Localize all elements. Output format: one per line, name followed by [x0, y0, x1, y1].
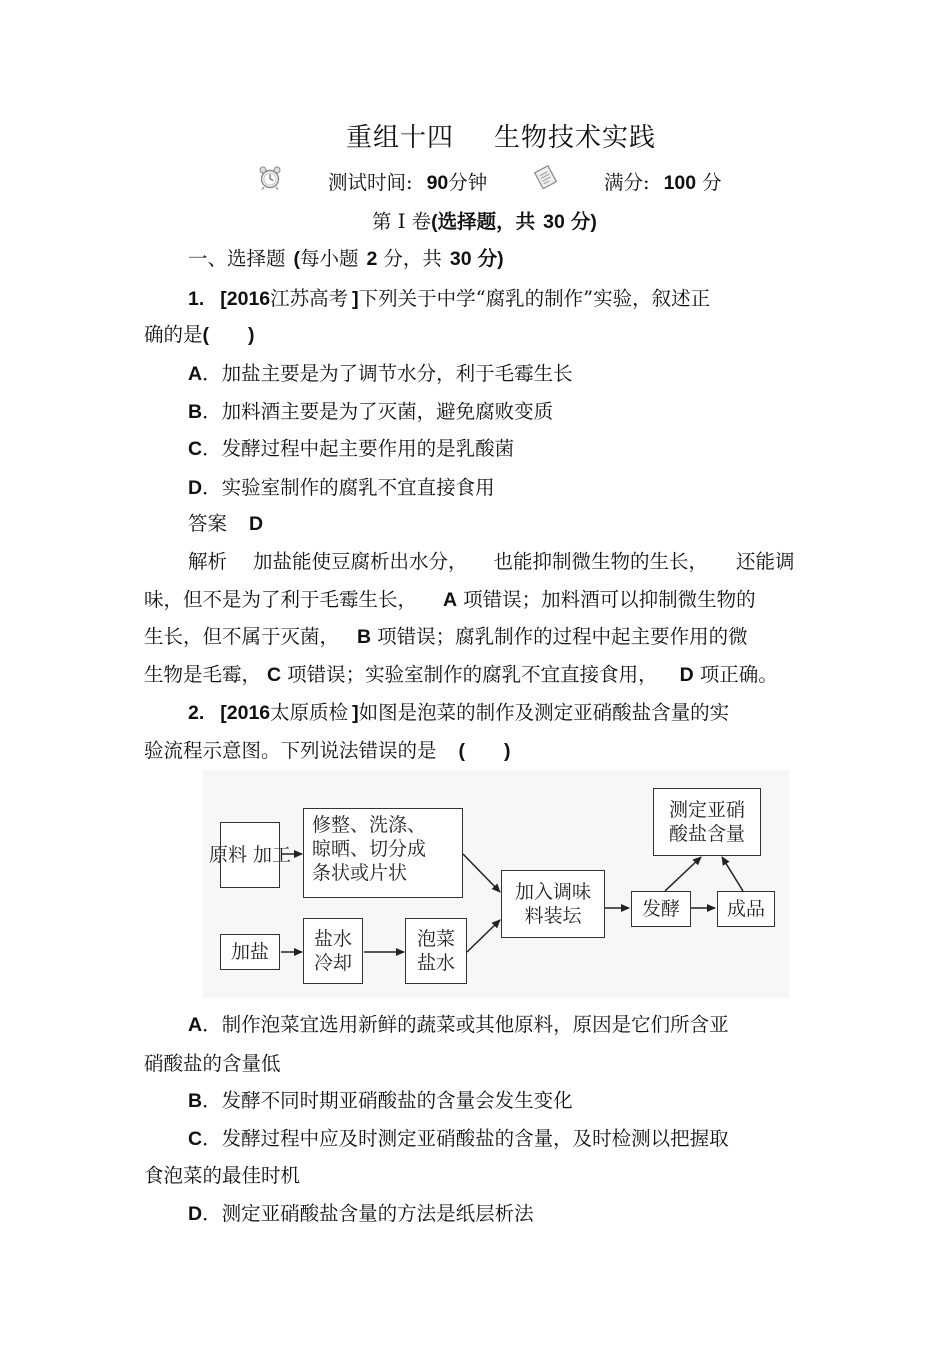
q2-stem: 如图是泡菜的制作及测定亚硝酸盐含量的实 [358, 701, 730, 724]
option-text: ．发酵不同时期亚硝酸盐的含量会发生变化 [202, 1089, 573, 1112]
q1-analysis-line4 [144, 663, 778, 687]
q2-blank: ( ) [458, 740, 511, 762]
analysis-text: 项正确。 [699, 663, 778, 686]
analysis-option-ref: A [443, 589, 458, 611]
time-unit: 分钟 [448, 171, 488, 194]
option-text-cont: 硝酸盐的含量低 [144, 1052, 281, 1075]
analysis-text: 也能抑制微生物的生长， [493, 550, 709, 573]
q2-stem-end: 验流程示意图。下列说法错误的是 [144, 739, 437, 762]
alarm-clock-icon [258, 164, 282, 190]
title-part-1: 重组十四 [346, 123, 455, 153]
q2-option-b [188, 1089, 573, 1113]
score-unit: 分 [702, 171, 722, 194]
title-part-2: 生物技术实践 [494, 123, 657, 153]
analysis-text: 项错误；加料酒可以抑制微生物的 [463, 588, 756, 611]
option-key: A [188, 1014, 203, 1036]
box-product: 成品 [717, 891, 775, 927]
option-text: ．加料酒主要是为了灭菌，避免腐败变质 [202, 400, 554, 423]
option-key: B [188, 401, 203, 423]
analysis-option-ref: B [357, 626, 372, 648]
analysis-text: 项错误；实验室制作的腐乳不宜直接食用， [287, 663, 658, 686]
section-item-score: 2 [366, 248, 378, 270]
analysis-text: 生物是毛霉， [144, 663, 262, 686]
option-text-cont: 食泡菜的最佳时机 [144, 1164, 301, 1187]
q2-option-c [188, 1127, 729, 1151]
q2-option-a-cont [144, 1052, 281, 1076]
part-unit: 分) [570, 211, 597, 233]
section-heading [188, 247, 504, 271]
analysis-label: 解析 [188, 550, 228, 573]
q1-analysis-line1 [188, 550, 795, 574]
q2-source-close: ] [352, 702, 359, 724]
section-total: 30 [449, 248, 472, 270]
part-score: 30 [543, 211, 565, 233]
q2-stem-line2 [144, 739, 511, 763]
exam-time [328, 171, 487, 195]
q2-option-a [188, 1013, 729, 1037]
q1-stem-line1 [188, 287, 710, 311]
exam-score [604, 171, 722, 195]
q2-number: 2. [188, 702, 205, 724]
q1-analysis-line2 [144, 588, 756, 612]
option-key: B [188, 1090, 203, 1112]
score-label: 满分: [604, 171, 650, 194]
analysis-option-ref: C [267, 664, 282, 686]
answer-value: D [249, 513, 264, 535]
option-key: D [188, 477, 203, 499]
q2-option-d [188, 1202, 534, 1226]
analysis-text: 味，但不是为了利于毛霉生长， [144, 588, 418, 611]
time-value: 90 [426, 172, 449, 194]
score-value: 100 [663, 172, 697, 194]
q1-source-close: ] [352, 288, 359, 310]
box-measure-nitrite: 测定亚硝 酸盐含量 [653, 788, 761, 856]
analysis-option-ref: D [679, 664, 694, 686]
option-text: ．实验室制作的腐乳不宜直接食用 [202, 476, 495, 499]
option-key: C [188, 1128, 203, 1150]
q1-stem-line2 [144, 323, 255, 347]
section-paren-close: 分) [477, 248, 504, 270]
analysis-text: 还能调 [736, 550, 795, 573]
box-add-salt: 加盐 [220, 934, 280, 970]
box-raw-material: 原料 加工 [220, 822, 280, 888]
part-number: 第 Ⅰ 卷 [372, 210, 432, 233]
section-title: 一、选择题 [188, 247, 286, 270]
paper-icon [533, 165, 559, 189]
flow-diagram [203, 770, 789, 998]
page-title [346, 117, 656, 154]
q2-source-year: [2016 [220, 702, 271, 724]
option-text: ．发酵过程中起主要作用的是乳酸菌 [202, 437, 515, 460]
answer-label: 答案 [188, 512, 228, 535]
q1-source: 江苏高考 [270, 287, 349, 310]
part-heading [372, 210, 597, 234]
option-text: ．测定亚硝酸盐含量的方法是纸层析法 [202, 1202, 534, 1225]
q1-number: 1. [188, 288, 205, 310]
q1-analysis-line3 [144, 625, 748, 649]
option-key: D [188, 1203, 203, 1225]
q1-stem-end: 确的是 [144, 323, 203, 346]
q1-source-year: [2016 [220, 288, 271, 310]
section-per-item: 每小题 [300, 247, 359, 270]
analysis-text: 生长，但不属于灭菌， [144, 625, 340, 648]
option-text: ．加盐主要是为了调节水分，利于毛霉生长 [202, 362, 573, 385]
analysis-text: 加盐能使豆腐析出水分， [253, 550, 468, 573]
box-brine-cool: 盐水 冷却 [303, 918, 363, 984]
q1-option-d [188, 476, 495, 500]
option-key: C [188, 438, 203, 460]
section-paren-open: ( [293, 248, 301, 270]
q1-answer [188, 512, 263, 536]
box-season-jar: 加入调味 料装坛 [501, 870, 605, 938]
option-text: ．发酵过程中应及时测定亚硝酸盐的含量，及时检测以把握取 [202, 1127, 729, 1150]
q2-option-c-cont [144, 1164, 300, 1188]
q2-stem-line1 [188, 701, 729, 725]
q1-stem: 下列关于中学“腐乳的制作”实验，叙述正 [358, 287, 711, 310]
q1-option-a [188, 362, 573, 386]
analysis-text: 项错误；腐乳制作的过程中起主要作用的微 [377, 625, 748, 648]
option-text: ．制作泡菜宜选用新鲜的蔬菜或其他原料，原因是它们所含亚 [202, 1013, 729, 1036]
section-total-label: 分，共 [383, 247, 442, 270]
q1-blank: ( ) [202, 324, 255, 346]
box-preparation: 修整、洗涤、 晾晒、切分成 条状或片状 [303, 808, 463, 898]
part-type: (选择题，共 [431, 211, 536, 233]
time-label: 测试时间: [328, 171, 413, 194]
box-ferment: 发酵 [631, 891, 691, 927]
box-pickle-brine: 泡菜 盐水 [405, 918, 467, 984]
q2-source: 太原质检 [270, 701, 349, 724]
q1-option-c [188, 437, 514, 461]
q1-option-b [188, 400, 553, 424]
option-key: A [188, 363, 203, 385]
